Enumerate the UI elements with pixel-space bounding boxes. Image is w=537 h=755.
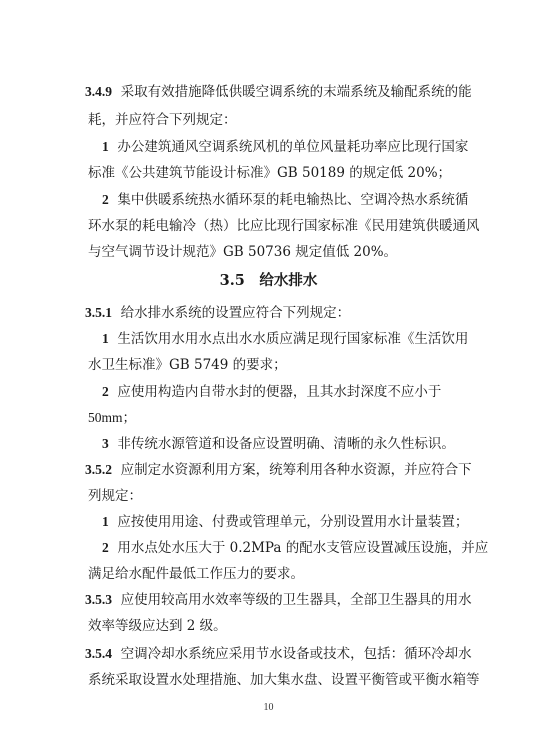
item-text: 水卫生标准》GB 5749 的要求；: [88, 357, 287, 373]
clause-3-4-9-item-2-line-3: [88, 242, 460, 262]
item-number: 1: [102, 139, 109, 154]
item-text: 生活饮用水用水点出水水质应满足现行国家标准《生活饮用: [117, 331, 469, 347]
clause-text: 效率等级应达到 2 级。: [88, 618, 227, 634]
clause-number: 3.5.3: [85, 592, 112, 607]
item-number: 2: [102, 540, 109, 555]
clause-3-5-1-item-2-line-1: [102, 382, 474, 402]
clause-3-5-3-line-2: [88, 616, 460, 636]
clause-3-5-4-line-1: [85, 644, 472, 664]
clause-text: 列规定：: [88, 488, 142, 504]
clause-text: 采取有效措施降低供暖空调系统的末端系统及输配系统的能: [120, 84, 472, 100]
clause-3-5-2-line-1: [85, 460, 472, 480]
clause-text: 应制定水资源利用方案，统筹利用各种水资源，并应符合下: [120, 462, 472, 478]
item-text: 标准《公共建筑节能设计标准》GB 50189 的规定低 20%；: [88, 165, 452, 181]
item-number: 1: [102, 514, 109, 529]
item-text: 集中供暖系统热水循环泵的耗电输热比、空调冷热水系统循: [117, 192, 469, 208]
clause-3-4-9-item-1-line-2: [88, 163, 460, 183]
clause-3-4-9-item-2-line-2: [88, 216, 480, 236]
page-number: 10: [263, 702, 274, 713]
clause-3-5-4-line-2: [88, 670, 480, 690]
clause-number: 3.5.1: [85, 305, 112, 320]
clause-text: 给水排水系统的设置应符合下列规定：: [120, 305, 351, 321]
item-text: 满足给水配件最低工作压力的要求。: [88, 566, 304, 582]
item-text: 环水泵的耗电输冷（热）比应比现行国家标准《民用建筑供暖通风: [88, 218, 480, 234]
clause-number: 3.5.4: [85, 646, 112, 661]
item-text: 应使用构造内自带水封的便器，且其水封深度不应小于: [117, 384, 442, 400]
clause-3-4-9-line-2: [88, 110, 460, 130]
clause-3-5-2-item-1-line-1: [102, 512, 474, 532]
item-number: 2: [102, 192, 109, 207]
clause-text: 系统采取设置水处理措施、加大集水盘、设置平衡管或平衡水箱等: [88, 672, 480, 688]
clause-text: 空调冷却水系统应采用节水设备或技术，包括：循环冷却水: [120, 646, 472, 662]
section-heading-3-5: 3.5 给水排水: [219, 272, 318, 289]
item-text: 应按使用用途、付费或管理单元，分别设置用水计量装置；: [117, 514, 469, 530]
item-number: 1: [102, 331, 109, 346]
item-text: 用水点处水压大于 0.2MPa 的配水支管应设置减压设施，并应: [117, 540, 489, 556]
clause-3-4-9-item-1-line-1: [102, 137, 474, 157]
item-text: 办公建筑通风空调系统风机的单位风量耗功率应比现行国家: [117, 139, 469, 155]
clause-3-4-9-line-1: [85, 82, 472, 102]
clause-text: 应使用较高用水效率等级的卫生器具，全部卫生器具的用水: [120, 592, 472, 608]
item-text: 非传统水源管道和设备应设置明确、清晰的永久性标识。: [117, 436, 455, 452]
item-number: 3: [102, 436, 109, 451]
item-text: 与空气调节设计规范》GB 50736 规定值低 20%。: [88, 244, 398, 260]
clause-text: 耗，并应符合下列规定：: [88, 112, 237, 128]
clause-number: 3.5.2: [85, 462, 112, 477]
clause-3-5-1-item-1-line-1: [102, 329, 474, 349]
clause-3-5-2-item-2-line-1: [102, 538, 489, 558]
clause-3-5-2-item-2-line-2: [88, 564, 460, 584]
clause-3-4-9-item-2-line-1: [102, 190, 474, 210]
clause-3-5-1-item-2-line-2: [88, 408, 460, 428]
item-text: 50mm；: [88, 410, 137, 425]
clause-3-5-1-item-3-line-1: [102, 434, 474, 454]
clause-3-5-1-item-1-line-2: [88, 355, 460, 375]
clause-3-5-1-line-1: [85, 303, 457, 323]
clause-number: 3.4.9: [85, 84, 112, 99]
item-number: 2: [102, 384, 109, 399]
clause-3-5-2-line-2: [88, 486, 460, 506]
clause-3-5-3-line-1: [85, 590, 472, 610]
